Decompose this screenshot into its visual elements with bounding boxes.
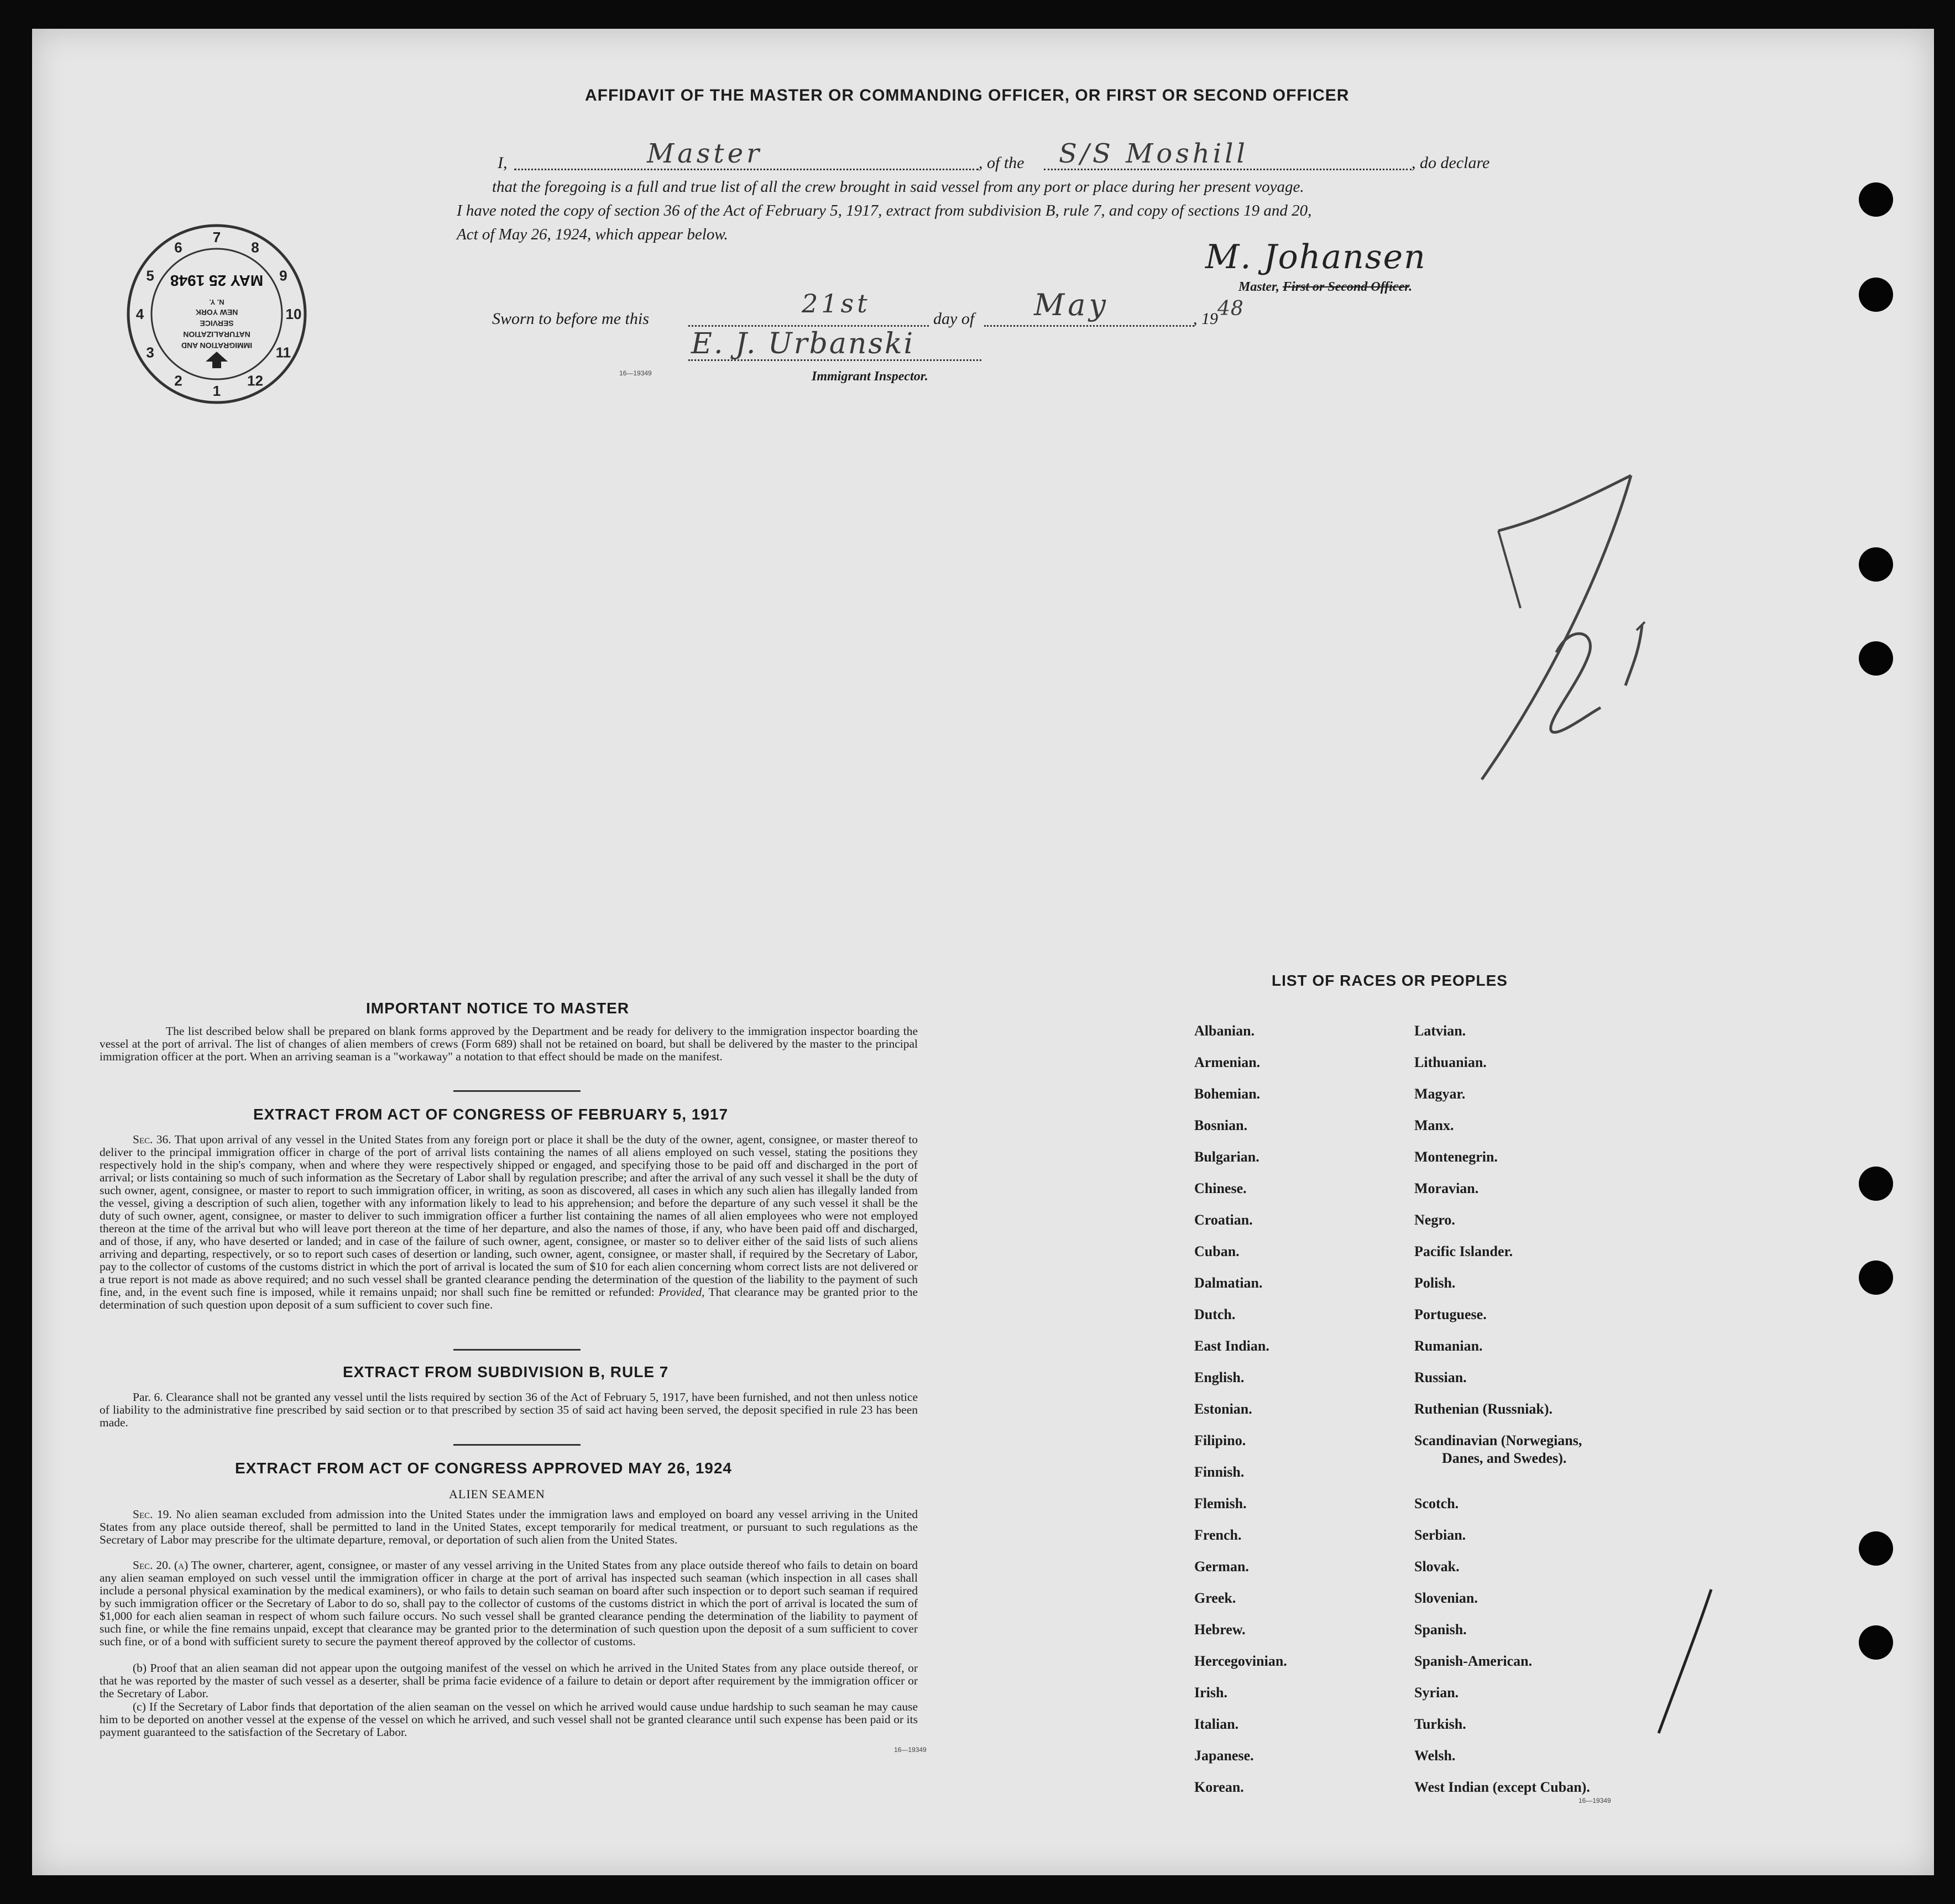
- signature-caption: [1238, 280, 1412, 295]
- caption-master: Master,: [1238, 280, 1283, 294]
- race-item: Spanish.: [1414, 1621, 1467, 1638]
- race-item: Korean.: [1194, 1779, 1244, 1795]
- races-title: LIST OF RACES OR PEOPLES: [1272, 972, 1508, 989]
- affidavit-title: AFFIDAVIT OF THE MASTER OR COMMANDING OFFICER, OR FIRST OR SECOND OFFICER: [585, 86, 1350, 104]
- sec-19-label: Sec. 19.: [133, 1508, 172, 1521]
- stamp-line-1: IMMIGRATION AND: [181, 341, 253, 350]
- race-item: Italian.: [1194, 1716, 1239, 1732]
- stamp-line-4: NEW YORK: [195, 308, 238, 317]
- divider: [453, 1349, 581, 1351]
- sec-36-provided: Provided,: [658, 1285, 705, 1299]
- rule-7-title: EXTRACT FROM SUBDIVISION B, RULE 7: [343, 1363, 669, 1380]
- sec-20b-label: (b): [133, 1661, 147, 1675]
- affidavit-line-4: Act of May 26, 1924, which appear below.: [457, 226, 728, 243]
- race-item: Armenian.: [1194, 1054, 1261, 1070]
- year-handwriting: 48: [1217, 297, 1244, 320]
- race-item: Portuguese.: [1414, 1306, 1487, 1322]
- race-item: Croatian.: [1194, 1212, 1253, 1228]
- of-the-label: , of the: [979, 154, 1024, 172]
- sworn-label: Sworn to before me this: [492, 310, 649, 328]
- stamp-hour-label: 7: [212, 229, 221, 245]
- punch-hole: [1859, 1625, 1893, 1660]
- race-item: Scotch.: [1414, 1495, 1459, 1511]
- race-item: Magyar.: [1414, 1086, 1466, 1102]
- stamp-hour-label: 10: [285, 306, 302, 322]
- stamp-hour-label: 1: [212, 383, 221, 399]
- sworn-day-blank: [688, 325, 929, 327]
- punch-hole: [1859, 641, 1893, 676]
- race-item: French.: [1194, 1527, 1242, 1543]
- sec-20c-body: [100, 1701, 918, 1739]
- punch-hole: [1859, 547, 1893, 582]
- race-item: German.: [1194, 1558, 1249, 1575]
- sec-20a-text: The owner, charterer, agent, consignee, or master of any vessel arriving in the United States from any place outside thereof who fails to detain on board any alien seaman employed on such vessel until the immigration officer in charge at the port of arrival has inspected such seaman (which inspection in all cases shall include a personal physical examination by the medical examiners), or who fails to detain such seaman on board after such inspection or to deport such seaman if required by such immigration officer or the Secretary of Labor to do so, shall pay to the collector of customs of the customs district in which the port of arrival is located the sum of $1,000 for each alien seaman in respect of whom such failure occurs. No such vessel shall be granted clearance pending the determination of the liability to payment of such fine, or while the fine remains unpaid, except that clearance may be granted prior to the determination of such question upon the deposit of a sum sufficient to cover such fine, or of a bond with sufficient surety to secure the payment thereof approved by the collector of customs.: [100, 1558, 918, 1648]
- race-item: Bohemian.: [1194, 1086, 1261, 1102]
- sec-36-label: Sec. 36.: [133, 1133, 171, 1146]
- sec-36-text: That upon arrival of any vessel in the United States from any foreign port or place it shall be the duty of the owner, agent, consignee, or master thereof to deliver to the principal immigration officer in charge of the port of arrival lists containing the names of all aliens employed on such vessel, stating the positions they respectively hold in the ship's company, when and where they were respectively shipped or engaged, and specifying those to be paid off and discharged in the port of arrival; or lists containing so much of such information as the Secretary of Labor shall by regulation prescribe; and after the arrival of any such vessel it shall be the duty of such owner, agent, consignee, or master to report to such immigration officer, in writing, as soon as discovered, all cases in which any such alien has illegally landed from the vessel, giving a description of such alien, together with any information likely to lead to his apprehension; and before the departure of any such vessel it shall be the duty of such owner, agent, consignee, or master to deliver to such immigration officer a further list containing the names of all alien employees who were not employed thereon at the time of the arrival but who will leave port thereon at the time of her departure, and also the names of those, if any, who have been paid off and discharged, and of those, if any, who have deserted or landed; and in case of the failure of such owner, agent, consignee, or master so to deliver either of the said lists of such aliens arriving and departing, respectively, or so to report such cases of desertion or landing, such owner, agent, consignee, or master shall, if required by the Secretary of Labor, pay to the collector of customs of the customs district in which the port of arrival is located the sum of $10 for each alien concerning whom correct lists are not delivered or a true report is not made as above required; and no such vessel shall be granted clearance pending the determination of the question of the liability to the payment of such fine, and, in the event such fine is imposed, while it remains unpaid; nor shall such fine be remitted or refunded:: [100, 1133, 918, 1299]
- race-item: Pacific Islander.: [1414, 1243, 1513, 1259]
- inspector-caption: Immigrant Inspector.: [812, 369, 928, 384]
- sec-20c-label: (c): [133, 1700, 146, 1713]
- race-item: Dutch.: [1194, 1306, 1236, 1322]
- punch-hole: [1859, 1167, 1893, 1201]
- race-item: English.: [1194, 1369, 1245, 1385]
- race-item: Japanese.: [1194, 1748, 1254, 1764]
- alien-seamen-subtitle: ALIEN SEAMEN: [449, 1487, 545, 1501]
- race-item: Greek.: [1194, 1590, 1236, 1606]
- notice-body: The list described below shall be prepared on blank forms approved by the Department and be ready for delivery to the immigration inspector boarding the vessel at the port of arrival. The list of changes of alien members of crews (Form 689) shall not be retained on board, but shall be delivered by the master to the principal immigration officer at the port. When an arriving seaman is a "workaway" a notation to that effect should be made on the manifest.: [100, 1024, 918, 1063]
- race-item: Polish.: [1414, 1275, 1456, 1291]
- race-item: Chinese.: [1194, 1180, 1247, 1196]
- pencil-check-mark: [1653, 1587, 1719, 1736]
- race-item: Montenegrin.: [1414, 1149, 1498, 1165]
- race-item: Serbian.: [1414, 1527, 1466, 1543]
- stamp-line-3: SERVICE: [200, 319, 234, 328]
- races-form-number: 16—19349: [1578, 1797, 1611, 1804]
- race-item: Lithuanian.: [1414, 1054, 1487, 1070]
- race-item: West Indian (except Cuban).: [1414, 1779, 1590, 1795]
- sworn-month-blank: [984, 325, 1194, 327]
- extract-form-number: 16—19349: [894, 1746, 927, 1754]
- race-item: Flemish.: [1194, 1495, 1247, 1511]
- do-declare-label: , do declare: [1412, 154, 1490, 172]
- stamp-hour-label: 12: [247, 372, 263, 389]
- race-item: Slovak.: [1414, 1558, 1460, 1575]
- punch-hole: [1859, 1531, 1893, 1566]
- race-item: Hebrew.: [1194, 1621, 1246, 1638]
- stamp-line-5: N. Y.: [209, 298, 224, 306]
- sec-20a-label: Sec. 20. (a): [133, 1558, 189, 1572]
- extract-1924-title: EXTRACT FROM ACT OF CONGRESS APPROVED MAY 26, 1924: [235, 1460, 732, 1477]
- race-item: Welsh.: [1414, 1748, 1456, 1764]
- sec-20b-body: [100, 1662, 918, 1700]
- vessel-name-handwriting: S/S Moshill: [1059, 138, 1248, 169]
- stamp-hour-label: 11: [275, 344, 291, 361]
- affidavit-form-number: 16—19349: [619, 369, 652, 377]
- race-item: Scandinavian (Norwegians,: [1414, 1432, 1582, 1448]
- stamp-hour-label: 3: [146, 344, 154, 361]
- race-item: Slovenian.: [1414, 1590, 1478, 1606]
- stamp-center: [170, 272, 263, 350]
- caption-suffix: .: [1409, 280, 1413, 294]
- stamp-hour-label: 4: [135, 306, 144, 322]
- sworn-day-handwriting: 21st: [802, 289, 871, 318]
- divider: [453, 1090, 581, 1092]
- sec-36-tail: That clearance may be granted prior to the determination of such question upon deposit of a sum sufficient to cover such fine.: [100, 1285, 918, 1311]
- sec-19-body: [100, 1508, 918, 1546]
- race-item: Turkish.: [1414, 1716, 1466, 1732]
- eagle-emblem-icon: [206, 352, 228, 368]
- race-item: Filipino.: [1194, 1432, 1246, 1448]
- sec-19-text: No alien seaman excluded from admission into the United States under the immigration laws and employed on board any vessel arriving in the United States from any place outside thereof, shall be permitted to land in the United States, except temporarily for medical treatment, or pursuant to such regulations as the Secretary of Labor may prescribe for the ultimate departure, removal, or deportation of such alien from the United States.: [100, 1508, 918, 1546]
- sec-20b-text: Proof that an alien seaman did not appear upon the outgoing manifest of the vessel on which he arrived in the United States from any place outside thereof, or that he was reported by the master of such vessel as a deserter, shall be prima facie evidence of a failure to detain or deport after requirement by the immigration officer or the Secretary of Labor.: [100, 1661, 918, 1700]
- race-item: Bosnian.: [1194, 1117, 1248, 1133]
- race-item: Latvian.: [1414, 1023, 1466, 1039]
- race-item: Manx.: [1414, 1117, 1454, 1133]
- stamp-hour-label: 9: [279, 267, 288, 284]
- punch-hole: [1859, 278, 1893, 312]
- stamp-hour-label: 5: [146, 267, 154, 284]
- race-item: Ruthenian (Russniak).: [1414, 1401, 1552, 1417]
- race-item: East Indian.: [1194, 1338, 1269, 1354]
- punch-hole: [1859, 1260, 1893, 1295]
- master-signature: M. Johansen: [1205, 238, 1426, 276]
- race-item: Dalmatian.: [1194, 1275, 1263, 1291]
- rule-7-body: Par. 6. Clearance shall not be granted any vessel until the lists required by section 36 of the Act of February 5, 1917, have been furnished, and not then unless notice of liability to the administrative fine prescribed by said section or to that prescribed by section 35 of said act having been served, the deposit specified in rule 23 has been made.: [100, 1390, 918, 1429]
- race-item-continuation: Danes, and Swedes).: [1442, 1450, 1567, 1466]
- extract-1917-body: [100, 1133, 918, 1311]
- race-item: Spanish-American.: [1414, 1653, 1533, 1669]
- stamp-date: MAY 25 1948: [170, 272, 264, 289]
- race-item: Finnish.: [1194, 1464, 1245, 1480]
- divider: [453, 1444, 581, 1446]
- handwritten-7-21-mark: [1460, 464, 1692, 785]
- extract-1917-title: EXTRACT FROM ACT OF CONGRESS OF FEBRUARY 5, 1917: [253, 1106, 729, 1123]
- stamp-hour-label: 6: [174, 239, 182, 256]
- punch-hole: [1859, 182, 1893, 217]
- immigration-date-stamp: [123, 220, 311, 408]
- notice-title: IMPORTANT NOTICE TO MASTER: [366, 1000, 630, 1017]
- race-item: Russian.: [1414, 1369, 1467, 1385]
- affidavit-i-label: I,: [498, 154, 508, 172]
- race-item: Cuban.: [1194, 1243, 1240, 1259]
- day-of-label: day of: [933, 310, 975, 328]
- affidavit-line-2: that the foregoing is a full and true list of all the crew brought in said vessel from any port or place during her present voyage.: [492, 178, 1304, 196]
- race-item: Rumanian.: [1414, 1338, 1483, 1354]
- stamp-line-2: NATURALIZATION: [183, 330, 250, 339]
- race-item: Hercegovinian.: [1194, 1653, 1287, 1669]
- caption-struck: First or Second Officer: [1283, 280, 1409, 294]
- affidavit-line-3: I have noted the copy of section 36 of the Act of February 5, 1917, extract from subdivision B, rule 7, and copy of sections 19 and 20,: [457, 202, 1312, 219]
- sworn-month-handwriting: May: [1034, 287, 1109, 322]
- stamp-hour-label: 2: [174, 372, 182, 389]
- year-prefix: , 19: [1193, 310, 1218, 328]
- stamp-hour-label: 8: [251, 239, 259, 256]
- race-item: Syrian.: [1414, 1685, 1459, 1701]
- sec-20a-body: [100, 1559, 918, 1648]
- race-item: Irish.: [1194, 1685, 1227, 1701]
- race-item: Moravian.: [1414, 1180, 1479, 1196]
- race-item: Bulgarian.: [1194, 1149, 1259, 1165]
- inspector-signature: E. J. Urbanski: [691, 327, 915, 360]
- race-item: Negro.: [1414, 1212, 1455, 1228]
- sec-20c-text: If the Secretary of Labor finds that deportation of the alien seaman on the vessel on which he arrived would cause undue hardship to such seaman he may cause him to be deported on another vessel at the expense of the vessel on which he arrived, and such vessel shall not be granted clearance until such expense has been paid or its payment guaranteed to the satisfaction of the Secretary of Labor.: [100, 1700, 918, 1739]
- race-item: Estonian.: [1194, 1401, 1252, 1417]
- master-name-handwriting: Master: [647, 138, 763, 169]
- race-item: Albanian.: [1194, 1023, 1255, 1039]
